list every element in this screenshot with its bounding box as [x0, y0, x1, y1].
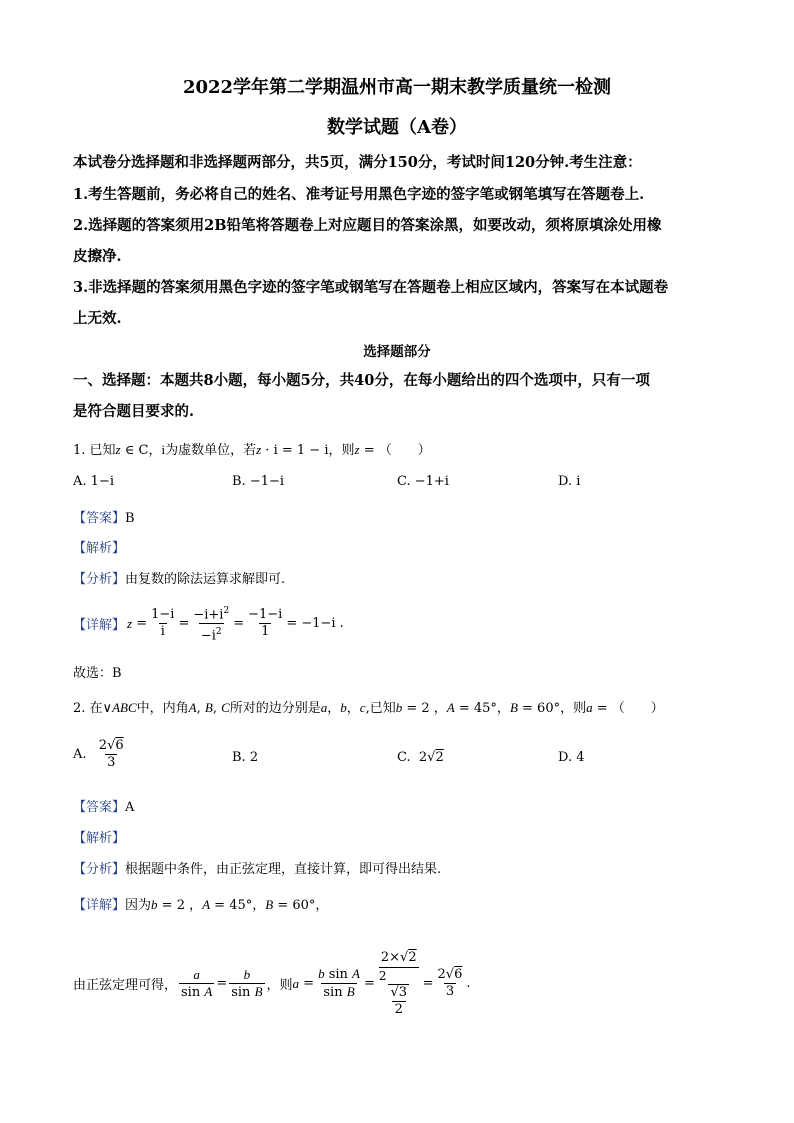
q2-detail: 【详解】因为b = 2 ，A = 45°，B = 60°， — [73, 897, 329, 913]
instruction-item-1: 1.考生答题前，务必将自己的姓名、准考证号用黑色字迹的签字笔或钢笔填写在答题卷上. — [73, 186, 645, 203]
q2-option-b: B. 2 — [232, 750, 259, 765]
q2-option-a: A. $\frac{2√6}{3}$ — [73, 738, 124, 770]
instruction-item-2-cont: 皮擦净. — [73, 248, 122, 265]
question-2-stem: 2. 在∨ABC中，内角A, B, C所对的边分别是a，b，c,已知b = 2 ，A = 45°，B = 60°，则a = （ ） — [73, 700, 664, 716]
part-one-heading: 一、选择题：本题共8小题，每小题5分，共40分，在每小题给出的四个选项中，只有一项 — [73, 372, 650, 389]
q2-analysis-tag: 【解析】 — [73, 831, 126, 846]
q1-option-a: A. 1−i — [73, 474, 114, 489]
q2-sine-law: 由正弦定理可得， $\frac{a}{\text{sin A}}$ = $\frac{b}{\text{sin B}}$ ，则 a = $\frac{\text{b sin A}}{\text{sin B}}$ = 2×√2 2 $\frac{√3}{2}$ = $\frac{2√6}{3}$ . — [73, 950, 471, 1017]
q1-answer: 【答案】B — [73, 511, 135, 526]
q1-analysis-tag: 【解析】 — [73, 541, 126, 556]
question-1-stem: 1. 已知z ∈ C，i为虚数单位，若z · i = 1 − i，则z = （ ） — [73, 442, 431, 458]
q2-fenxi: 【分析】根据题中条件，由正弦定理，直接计算，即可得出结果. — [73, 862, 442, 877]
q1-option-d: D. i — [558, 474, 581, 489]
q1-fenxi: 【分析】由复数的除法运算求解即可. — [73, 572, 286, 587]
q1-option-b: B. −1−i — [232, 474, 285, 489]
document-subtitle: 数学试题（A卷） — [327, 117, 467, 138]
q1-conclusion: 故选：B — [73, 666, 122, 681]
q2-option-c: C. 2√2 — [397, 750, 444, 765]
instruction-item-3: 3.非选择题的答案须用黑色字迹的签字笔或钢笔写在答题卷上相应区域内，答案写在本试题卷 — [73, 279, 669, 296]
q2-option-d: D. 4 — [558, 750, 585, 765]
instructions-intro: 本试卷分选择题和非选择题两部分，共5页，满分150分，考试时间120分钟.考生注意： — [73, 154, 642, 171]
section-heading: 选择题部分 — [363, 344, 431, 360]
q1-detail: 【详解】 z = $\frac{1-i}{i}$ = $\frac{-i+i^2}{-i^2}$ = $\frac{-1-i}{1}$ = −1−i . — [73, 606, 344, 644]
instruction-item-3-cont: 上无效. — [73, 310, 122, 327]
q2-answer: 【答案】A — [73, 800, 135, 815]
part-one-heading-cont: 是符合题目要求的. — [73, 403, 195, 420]
q1-option-c: C. −1+i — [397, 474, 449, 489]
instruction-item-2: 2.选择题的答案须用2B铅笔将答题卷上对应题目的答案涂黑，如要改动，须将原填涂处用橡 — [73, 217, 662, 234]
document-title: 2022学年第二学期温州市高一期末教学质量统一检测 — [182, 77, 612, 98]
